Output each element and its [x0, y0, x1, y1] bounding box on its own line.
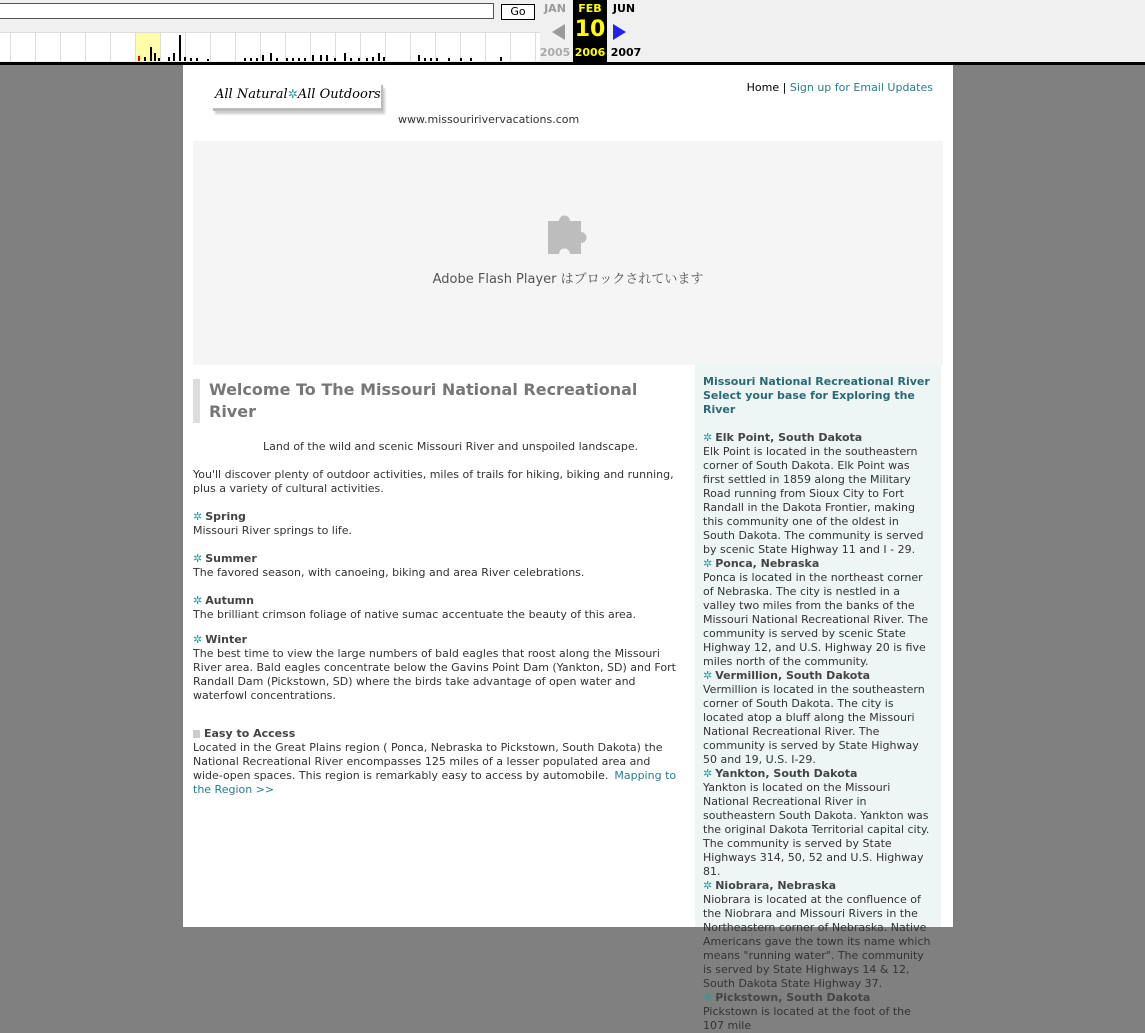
flash-blocked-message: Adobe Flash Player はブロックされています — [432, 272, 704, 287]
wayback-next-month-link[interactable]: JUN — [612, 2, 636, 15]
easy-access-section — [193, 727, 679, 797]
location-text: Ponca is located in the northeast corner of Nebraska. The city is nestled in a valley two miles from the banks of the Missouri National Recreational River. The community is served by scenic State Highway 12, and U.S. Highway 20 is five miles north of the community. — [703, 571, 929, 668]
location-name[interactable]: Yankton, South Dakota — [715, 767, 858, 780]
bullet-star-icon: ✲ — [703, 557, 713, 570]
location-text: Yankton is located on the Missouri National Recreational River in southeastern South Dakota. Yankton was the original Dakota Territorial capital city. The community is served by State Highways 314, 50, 52 and U.S. Highway 81. — [703, 781, 930, 878]
wayback-url-input[interactable] — [0, 3, 494, 19]
go-button[interactable]: Go — [501, 4, 535, 20]
sidebar-title-line2: Select your base for Exploring the River — [703, 389, 915, 416]
season-heading: Summer — [205, 552, 257, 565]
bullet-star-icon: ✲ — [193, 633, 203, 646]
location-name[interactable]: Niobrara, Nebraska — [715, 879, 837, 892]
season-heading: Autumn — [205, 594, 254, 607]
capture-sparkline[interactable] — [0, 32, 540, 61]
season-text: The best time to view the large numbers of bald eagles that roost along the Missouri River area. Bald eagles concentrate below the Gavins Point Dam (Yankton, SD) and Fort Randall Dam (Pickstown, SD) where the birds take advantage of open water and waterfowl concentrations. — [193, 647, 676, 702]
site-logo[interactable] — [213, 85, 383, 111]
location-item-niobrara — [703, 879, 933, 991]
location-name[interactable]: Vermillion, South Dakota — [715, 669, 870, 682]
bullet-star-icon: ✲ — [193, 510, 203, 523]
season-text: Missouri River springs to life. — [193, 524, 353, 537]
mapping-region-link[interactable]: Mapping to the Region >> — [193, 769, 677, 796]
access-text: Located in the Great Plains region ( Ponca, Nebraska to Pickstown, South Dakota) the National Recreational River encompasses 125 miles of a lesser populated area and wide-open spaces. This region is remarkably easy to access by automobile. — [193, 741, 663, 782]
wayback-current-day: 10 — [574, 17, 606, 42]
location-text: Niobrara is located at the confluence of the Niobrara and Missouri Rivers in the Northeastern corner of Nebraska. Native Americans gave the town its name which means "running water". The community is served by State Highways 14 & 12, South Dakota State Highway 37. — [703, 893, 931, 990]
bullet-star-icon: ✲ — [287, 87, 298, 101]
season-spring — [193, 510, 679, 538]
bullet-star-icon: ✲ — [193, 594, 203, 607]
bullet-star-icon: ✲ — [703, 991, 713, 1004]
nav-signup-link[interactable]: Sign up for Email Updates — [789, 81, 933, 94]
season-text: The favored season, with canoeing, biking and area River celebrations. — [193, 566, 585, 579]
season-heading: Winter — [205, 633, 248, 646]
logo-text-left: All Natural — [215, 87, 288, 102]
section-bullet-icon — [193, 730, 200, 738]
sidebar-title-line1: Missouri National Recreational River — [703, 375, 930, 388]
location-item-ponca — [703, 557, 933, 669]
bullet-star-icon: ✲ — [703, 669, 713, 682]
top-nav — [747, 81, 933, 94]
wayback-current-month: FEB — [578, 2, 602, 15]
season-text: The brilliant crimson foliage of native sumac accentuate the beauty of this area. — [193, 608, 637, 621]
season-autumn — [193, 594, 679, 622]
puzzle-piece-icon — [546, 211, 592, 255]
wayback-prev-year-link[interactable]: 2005 — [539, 46, 571, 59]
wayback-next-year-link[interactable]: 2007 — [610, 46, 642, 59]
main-content — [193, 377, 679, 797]
location-name[interactable]: Ponca, Nebraska — [715, 557, 820, 570]
bullet-star-icon: ✲ — [703, 767, 713, 780]
bullet-star-icon: ✲ — [703, 879, 713, 892]
next-arrow-icon[interactable] — [613, 24, 626, 40]
tagline: Land of the wild and scenic Missouri River and unspoiled landscape. — [263, 440, 639, 453]
site-url: www.missouririvervacations.com — [398, 113, 580, 126]
sidebar — [695, 365, 941, 1032]
flash-placeholder[interactable] — [193, 141, 943, 365]
location-text: Pickstown is located at the foot of the 107 mile — [703, 1005, 911, 1032]
page-title: Welcome To The Missouri National Recreational River — [193, 379, 679, 423]
sparkline-current-marker — [138, 56, 140, 61]
location-text: Vermillion is located in the southeastern corner of South Dakota. The city is located atop a bluff along the Missouri National Recreational River. The community is served by State Highway 50 and 19, U.S. I-29. — [703, 683, 925, 766]
location-item-elk-point — [703, 431, 933, 557]
season-heading: Spring — [205, 510, 246, 523]
location-name[interactable]: Pickstown, South Dakota — [715, 991, 871, 1004]
intro-text: You'll discover plenty of outdoor activities, miles of trails for hiking, biking and running, plus a variety of cultural activities. — [193, 468, 674, 495]
location-text: Elk Point is located in the southeastern corner of South Dakota. Elk Point was first settled in 1859 along the Military Road running from Sioux City to Fort Randall in the Dakota Frontier, making this community one of the oldest in South Dakota. The community is served by scenic State Highway 11 and I - 29. — [703, 445, 924, 556]
wayback-current-capture — [573, 0, 607, 62]
nav-separator: | — [779, 81, 790, 94]
logo-text-right: All Outdoors — [297, 87, 381, 102]
wayback-prev-month-link[interactable]: JAN — [544, 2, 566, 15]
wayback-toolbar — [0, 0, 1145, 65]
sidebar-title — [703, 375, 933, 417]
bullet-star-icon: ✲ — [703, 431, 713, 444]
location-item-vermillion — [703, 669, 933, 767]
nav-home-link[interactable]: Home — [746, 81, 780, 94]
location-item-pickstown — [703, 991, 933, 1033]
access-heading: Easy to Access — [204, 727, 296, 740]
season-winter — [193, 633, 679, 703]
season-summer — [193, 552, 679, 580]
prev-arrow-icon[interactable] — [552, 24, 565, 40]
page-container — [183, 65, 953, 1032]
bullet-star-icon: ✲ — [193, 552, 203, 565]
location-name[interactable]: Elk Point, South Dakota — [715, 431, 863, 444]
wayback-current-year: 2006 — [574, 46, 606, 59]
location-item-yankton — [703, 767, 933, 879]
